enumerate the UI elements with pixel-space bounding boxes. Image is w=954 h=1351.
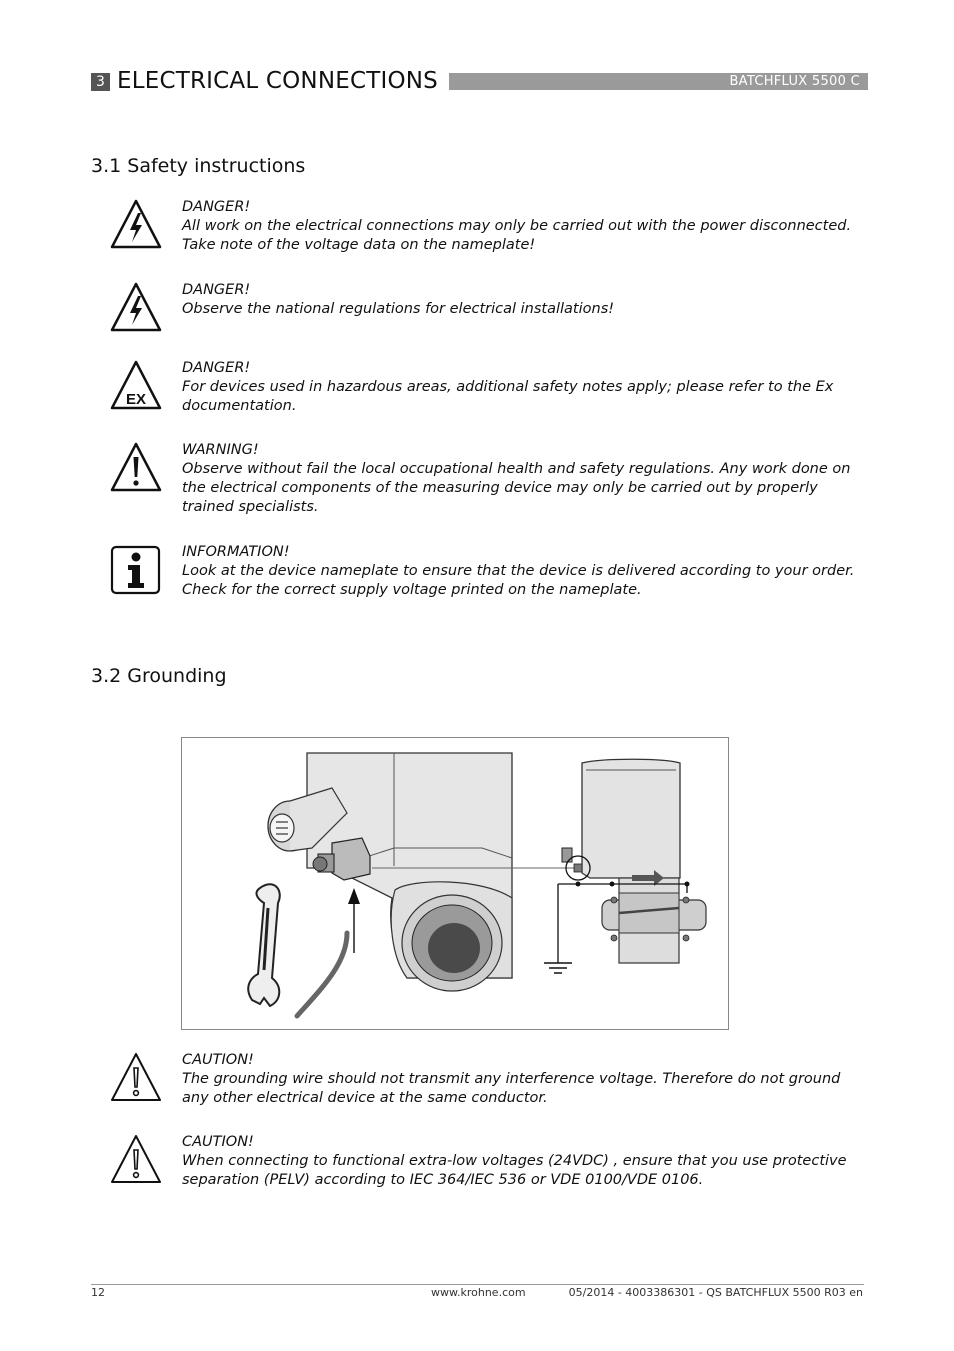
grounding-diagram-drawing (182, 738, 728, 1029)
section-title-grounding: 3.2 Grounding (91, 665, 227, 687)
note-label: CAUTION! (182, 1134, 254, 1150)
high-voltage-icon (110, 281, 162, 333)
note-text: Look at the device nameplate to ensure that the device is delivered according to your order. Check for the correct supply voltage printed on the nameplate. (182, 563, 855, 598)
note-label: CAUTION! (182, 1052, 254, 1068)
chapter-number: 3 (91, 73, 110, 91)
header-bar (449, 73, 868, 90)
warning-icon (110, 441, 162, 493)
svg-text:EX: EX (125, 391, 147, 408)
note-label: DANGER! (182, 360, 251, 376)
product-name: BATCHFLUX 5500 C (729, 74, 860, 89)
note-label: DANGER! (182, 282, 251, 298)
note-text: For devices used in hazardous areas, additional safety notes apply; please refer to the Ex documentation. (182, 379, 834, 414)
caution-icon (110, 1133, 162, 1185)
note-label: WARNING! (182, 442, 259, 458)
chapter-header (91, 68, 868, 94)
page-number: 12 (91, 1286, 105, 1299)
ex-hazard-icon (110, 359, 162, 411)
note-text: Observe the national regulations for electrical installations! (182, 301, 615, 317)
document-reference: 05/2014 - 4003386301 - QS BATCHFLUX 5500 R03 en (568, 1286, 863, 1299)
section-title-safety: 3.1 Safety instructions (91, 155, 306, 177)
website-link[interactable]: www.krohne.com (431, 1286, 526, 1299)
note-label: DANGER! (182, 199, 251, 215)
note-text: All work on the electrical connections may only be carried out with the power disconnected. Take note of the voltage data on the nameplate! (182, 218, 852, 253)
information-icon (110, 543, 162, 595)
chapter-title: ELECTRICAL CONNECTIONS (117, 68, 438, 94)
grounding-illustration (181, 737, 729, 1030)
note-text: When connecting to functional extra-low voltages (24VDC) , ensure that you use protective separation (PELV) according to IEC 364/IEC 536 or VDE 0100/VDE 0106. (182, 1153, 847, 1188)
high-voltage-icon (110, 198, 162, 250)
caution-icon (110, 1051, 162, 1103)
note-label: INFORMATION! (182, 544, 290, 560)
note-text: Observe without fail the local occupational health and safety regulations. Any work done on the electrical components of the measuring device may only be carried out by properly trained specialists. (182, 461, 851, 515)
note-text: The grounding wire should not transmit any interference voltage. Therefore do not ground any other electrical device at the same conductor. (182, 1071, 841, 1106)
footer-divider (91, 1284, 864, 1285)
